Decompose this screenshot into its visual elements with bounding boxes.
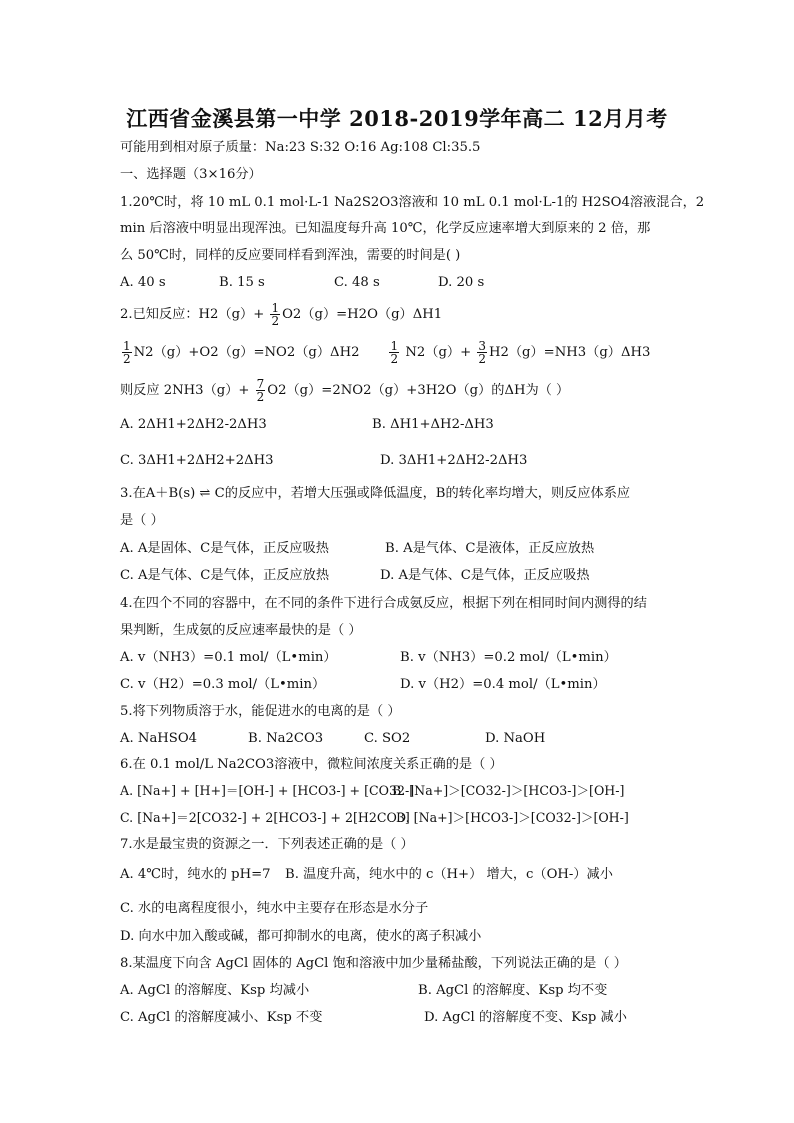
fraction	[122, 340, 132, 365]
fraction-den: 2	[478, 352, 486, 366]
page-title: 江西省金溪县第一中学 2018-2019学年高二 12月月考	[126, 106, 668, 131]
q2-text: O2（g）=H2O（g）ΔH1	[282, 307, 443, 322]
fraction-den: 2	[390, 352, 399, 366]
q6-option-a: A. [Na+] + [H+]＝[OH-] + [HCO3-] + [CO32-]	[120, 783, 415, 798]
q2-text: O2（g）=2NO2（g）+3H2O（g）的ΔH为（ ）	[267, 383, 570, 398]
q3-line1: 3.在A＋B(s) ⇌ C的反应中，若增大压强或降低温度，B的转化率均增大，则反应体系应	[120, 486, 631, 501]
q3-option-b: B. A是气体、C是液体，正反应放热	[385, 541, 595, 556]
q2-line2	[120, 340, 650, 365]
q5-line1: 5.将下列物质溶于水，能促进水的电离的是（ ）	[120, 704, 401, 719]
q2-option-c: C. 3ΔH1+2ΔH2+2ΔH3	[120, 453, 274, 468]
q4-option-c: C. v（H2）=0.3 mol/（L•min）	[120, 677, 326, 692]
fraction	[477, 340, 487, 365]
q6-option-c: C. [Na+]＝2[CO32-] + 2[HCO3-] + 2[H2CO3]	[120, 810, 410, 825]
q2-text: 则反应 2NH3（g）+	[120, 383, 254, 398]
q2-option-a: A. 2ΔH1+2ΔH2-2ΔH3	[120, 417, 267, 432]
fraction-num: 1	[390, 339, 399, 353]
q3-line2: 是（ ）	[120, 513, 164, 528]
q8-option-b: B. AgCl 的溶解度、Ksp 均不变	[418, 983, 608, 998]
fraction-den: 2	[271, 314, 280, 328]
fraction-den: 2	[123, 352, 131, 366]
q5-option-b: B. Na2CO3	[248, 731, 324, 746]
q6-option-b: B. [Na+]＞[CO32-]＞[HCO3-]＞[OH-]	[392, 783, 625, 798]
q1-line3: 么 50℃时，同样的反应要同样看到浑浊，需要的时间是( )	[120, 248, 461, 263]
q4-line2: 果判断，生成氨的反应速率最快的是（ ）	[120, 623, 362, 638]
section-heading: 一、选择题（3×16分）	[120, 167, 262, 182]
fraction-num: 1	[271, 301, 280, 315]
q1-option-a: A. 40 s	[120, 275, 166, 290]
q2-line3	[120, 378, 569, 403]
q8-option-a: A. AgCl 的溶解度、Ksp 均减小	[120, 983, 310, 998]
fraction-num: 1	[123, 339, 131, 353]
q7-option-b: B. 温度升高，纯水中的 c（H+） 增大，c（OH-）减小	[285, 867, 613, 882]
q5-option-a: A. NaHSO4	[120, 731, 198, 746]
q8-line1: 8.某温度下向含 AgCl 固体的 AgCl 饱和溶液中加少量稀盐酸，下列说法正确的是（ ）	[120, 956, 627, 971]
fraction-num: 7	[256, 377, 265, 391]
q2-text: H2（g）=NH3（g）ΔH3	[488, 345, 651, 360]
q1-option-d: D. 20 s	[438, 275, 485, 290]
q5-option-d: D. NaOH	[485, 731, 546, 746]
q1-option-b: B. 15 s	[219, 275, 265, 290]
q5-option-c: C. SO2	[364, 731, 411, 746]
q8-option-c: C. AgCl 的溶解度减小、Ksp 不变	[120, 1010, 323, 1025]
fraction	[270, 302, 280, 327]
q2-text: N2（g）+O2（g）=NO2（g）ΔH2	[133, 345, 360, 360]
q3-option-d: D. A是气体、C是气体，正反应吸热	[380, 568, 590, 583]
q6-line1: 6.在 0.1 mol/L Na2CO3溶液中，微粒间浓度关系正确的是（ ）	[120, 757, 503, 772]
q2-option-d: D. 3ΔH1+2ΔH2-2ΔH3	[380, 453, 528, 468]
q2-line1	[120, 302, 442, 327]
q7-line1: 7.水是最宝贵的资源之一．下列表述正确的是（ ）	[120, 837, 414, 852]
q3-option-a: A. A是固体、C是气体，正反应吸热	[120, 541, 329, 556]
fraction-num: 3	[478, 339, 486, 353]
fraction	[256, 378, 266, 403]
q4-option-b: B. v（NH3）=0.2 mol/（L•min）	[400, 650, 617, 665]
q8-option-d: D. AgCl 的溶解度不变、Ksp 减小	[424, 1010, 627, 1025]
q7-option-a: A. 4℃时，纯水的 pH=7	[120, 867, 271, 882]
q1-line1: 1.20℃时，将 10 mL 0.1 mol·L-1 Na2S2O3溶液和 10 mL 0.1 mol·L-1的 H2SO4溶液混合，2	[120, 195, 705, 210]
q6-option-d: D. [Na+]＞[HCO3-]＞[CO32-]＞[OH-]	[396, 810, 629, 825]
q7-option-d: D. 向水中加入酸或碱，都可抑制水的电离，使水的离子积减小	[120, 929, 482, 944]
q2-text: 2.已知反应：H2（g）+	[120, 307, 269, 322]
q4-option-d: D. v（H2）=0.4 mol/（L•min）	[400, 677, 606, 692]
fraction-den: 2	[256, 390, 265, 404]
q1-line2: min 后溶液中明显出现浑浊。已知温度每升高 10℃，化学反应速率增大到原来的 2 倍，那	[120, 221, 651, 236]
q7-option-c: C. 水的电离程度很小，纯水中主要存在形态是水分子	[120, 901, 429, 916]
q2-option-b: B. ΔH1+ΔH2-ΔH3	[372, 417, 494, 432]
q1-option-c: C. 48 s	[334, 275, 380, 290]
q2-text: N2（g）+	[405, 345, 476, 360]
q4-option-a: A. v（NH3）=0.1 mol/（L•min）	[120, 650, 337, 665]
atomic-mass-line: 可能用到相对原子质量：Na:23 S:32 O:16 Ag:108 Cl:35.5	[120, 140, 481, 155]
q4-line1: 4.在四个不同的容器中，在不同的条件下进行合成氨反应，根据下列在相同时间内测得的结	[120, 596, 647, 611]
q3-option-c: C. A是气体、C是气体，正反应放热	[120, 568, 330, 583]
fraction	[389, 340, 399, 365]
